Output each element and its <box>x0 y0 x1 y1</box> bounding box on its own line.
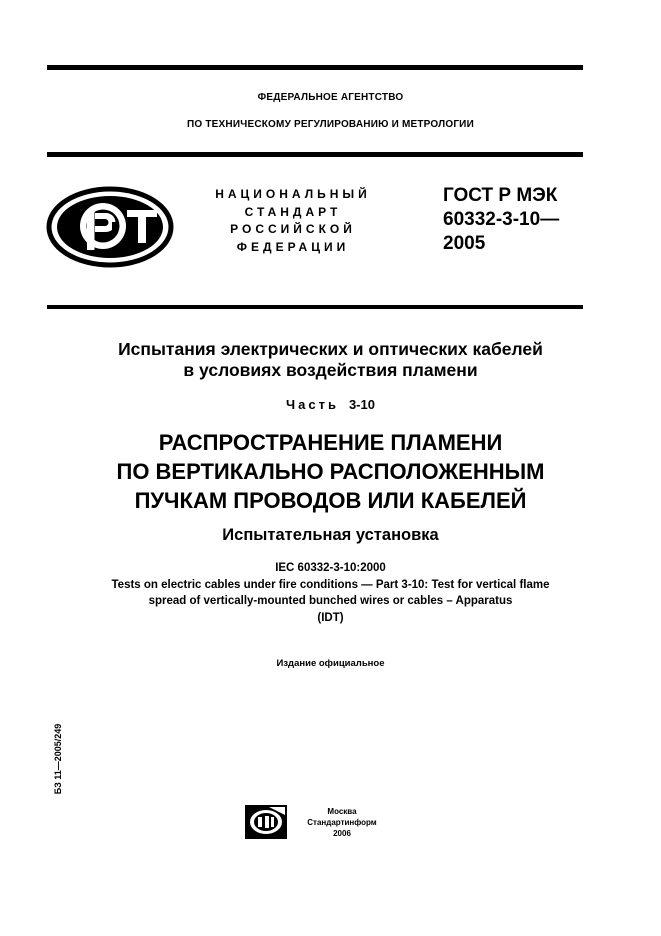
main-title-line-1: РАСПРОСТРАНЕНИЕ ПЛАМЕНИ <box>158 430 503 455</box>
agency-line-2: ПО ТЕХНИЧЕСКОМУ РЕГУЛИРОВАНИЮ И МЕТРОЛОГИИ <box>187 119 474 130</box>
main-title-line-2: ПО ВЕРТИКАЛЬНО РАСПОЛОЖЕННЫМ <box>116 459 545 484</box>
publisher-name: Стандартинформ <box>307 818 377 827</box>
title-line-1: Испытания электрических и оптических кабелей <box>118 339 543 359</box>
main-title <box>0 428 661 515</box>
national-line-2: СТАНДАРТ <box>244 204 342 219</box>
national-line-4: ФЕДЕРАЦИИ <box>236 239 350 254</box>
gost-line-2: 60332-3-10— <box>443 209 560 230</box>
national-line-1: НАЦИОНАЛЬНЫЙ <box>215 187 371 201</box>
part-label <box>0 397 661 412</box>
gost-line-1: ГОСТ Р МЭК <box>443 185 558 206</box>
rst-mark-icon <box>46 186 174 268</box>
publisher-city: Москва <box>327 807 357 816</box>
agency-line-1: ФЕДЕРАЛЬНОЕ АГЕНТСТВО <box>257 92 404 103</box>
top-rule <box>47 65 583 70</box>
national-line-3: РОССИЙСКОЙ <box>230 222 356 236</box>
iec-idt: (IDT) <box>317 611 344 624</box>
lower-rule <box>47 305 583 309</box>
side-code-text: БЗ 11—2005/249 <box>53 723 63 795</box>
national-standard-label <box>200 186 386 256</box>
middle-rule <box>47 152 583 157</box>
subtitle: Испытательная установка <box>222 526 439 544</box>
gost-line-3: 2005 <box>443 233 486 254</box>
iec-title-line-2: spread of vertically-mounted bunched wires or cables – Apparatus <box>148 595 513 607</box>
main-title-line-3: ПУЧКАМ ПРОВОДОВ ИЛИ КАБЕЛЕЙ <box>134 488 527 513</box>
edition-label: Издание официальное <box>276 658 385 669</box>
standartinform-logo-icon <box>245 805 287 839</box>
part-number: 3-10 <box>348 397 375 412</box>
title-line-2: в условиях воздействия пламени <box>183 360 478 380</box>
gost-designation <box>443 184 593 256</box>
iec-title-line-1: Tests on electric cables under fire conditions — Part 3-10: Test for vertical flame <box>111 578 550 591</box>
publisher-block <box>297 806 387 839</box>
document-title <box>0 339 661 381</box>
iec-reference <box>0 560 661 626</box>
iec-code: IEC 60332-3-10:2000 <box>275 562 386 574</box>
publisher-year: 2006 <box>333 829 351 838</box>
part-word: Часть <box>286 397 339 412</box>
